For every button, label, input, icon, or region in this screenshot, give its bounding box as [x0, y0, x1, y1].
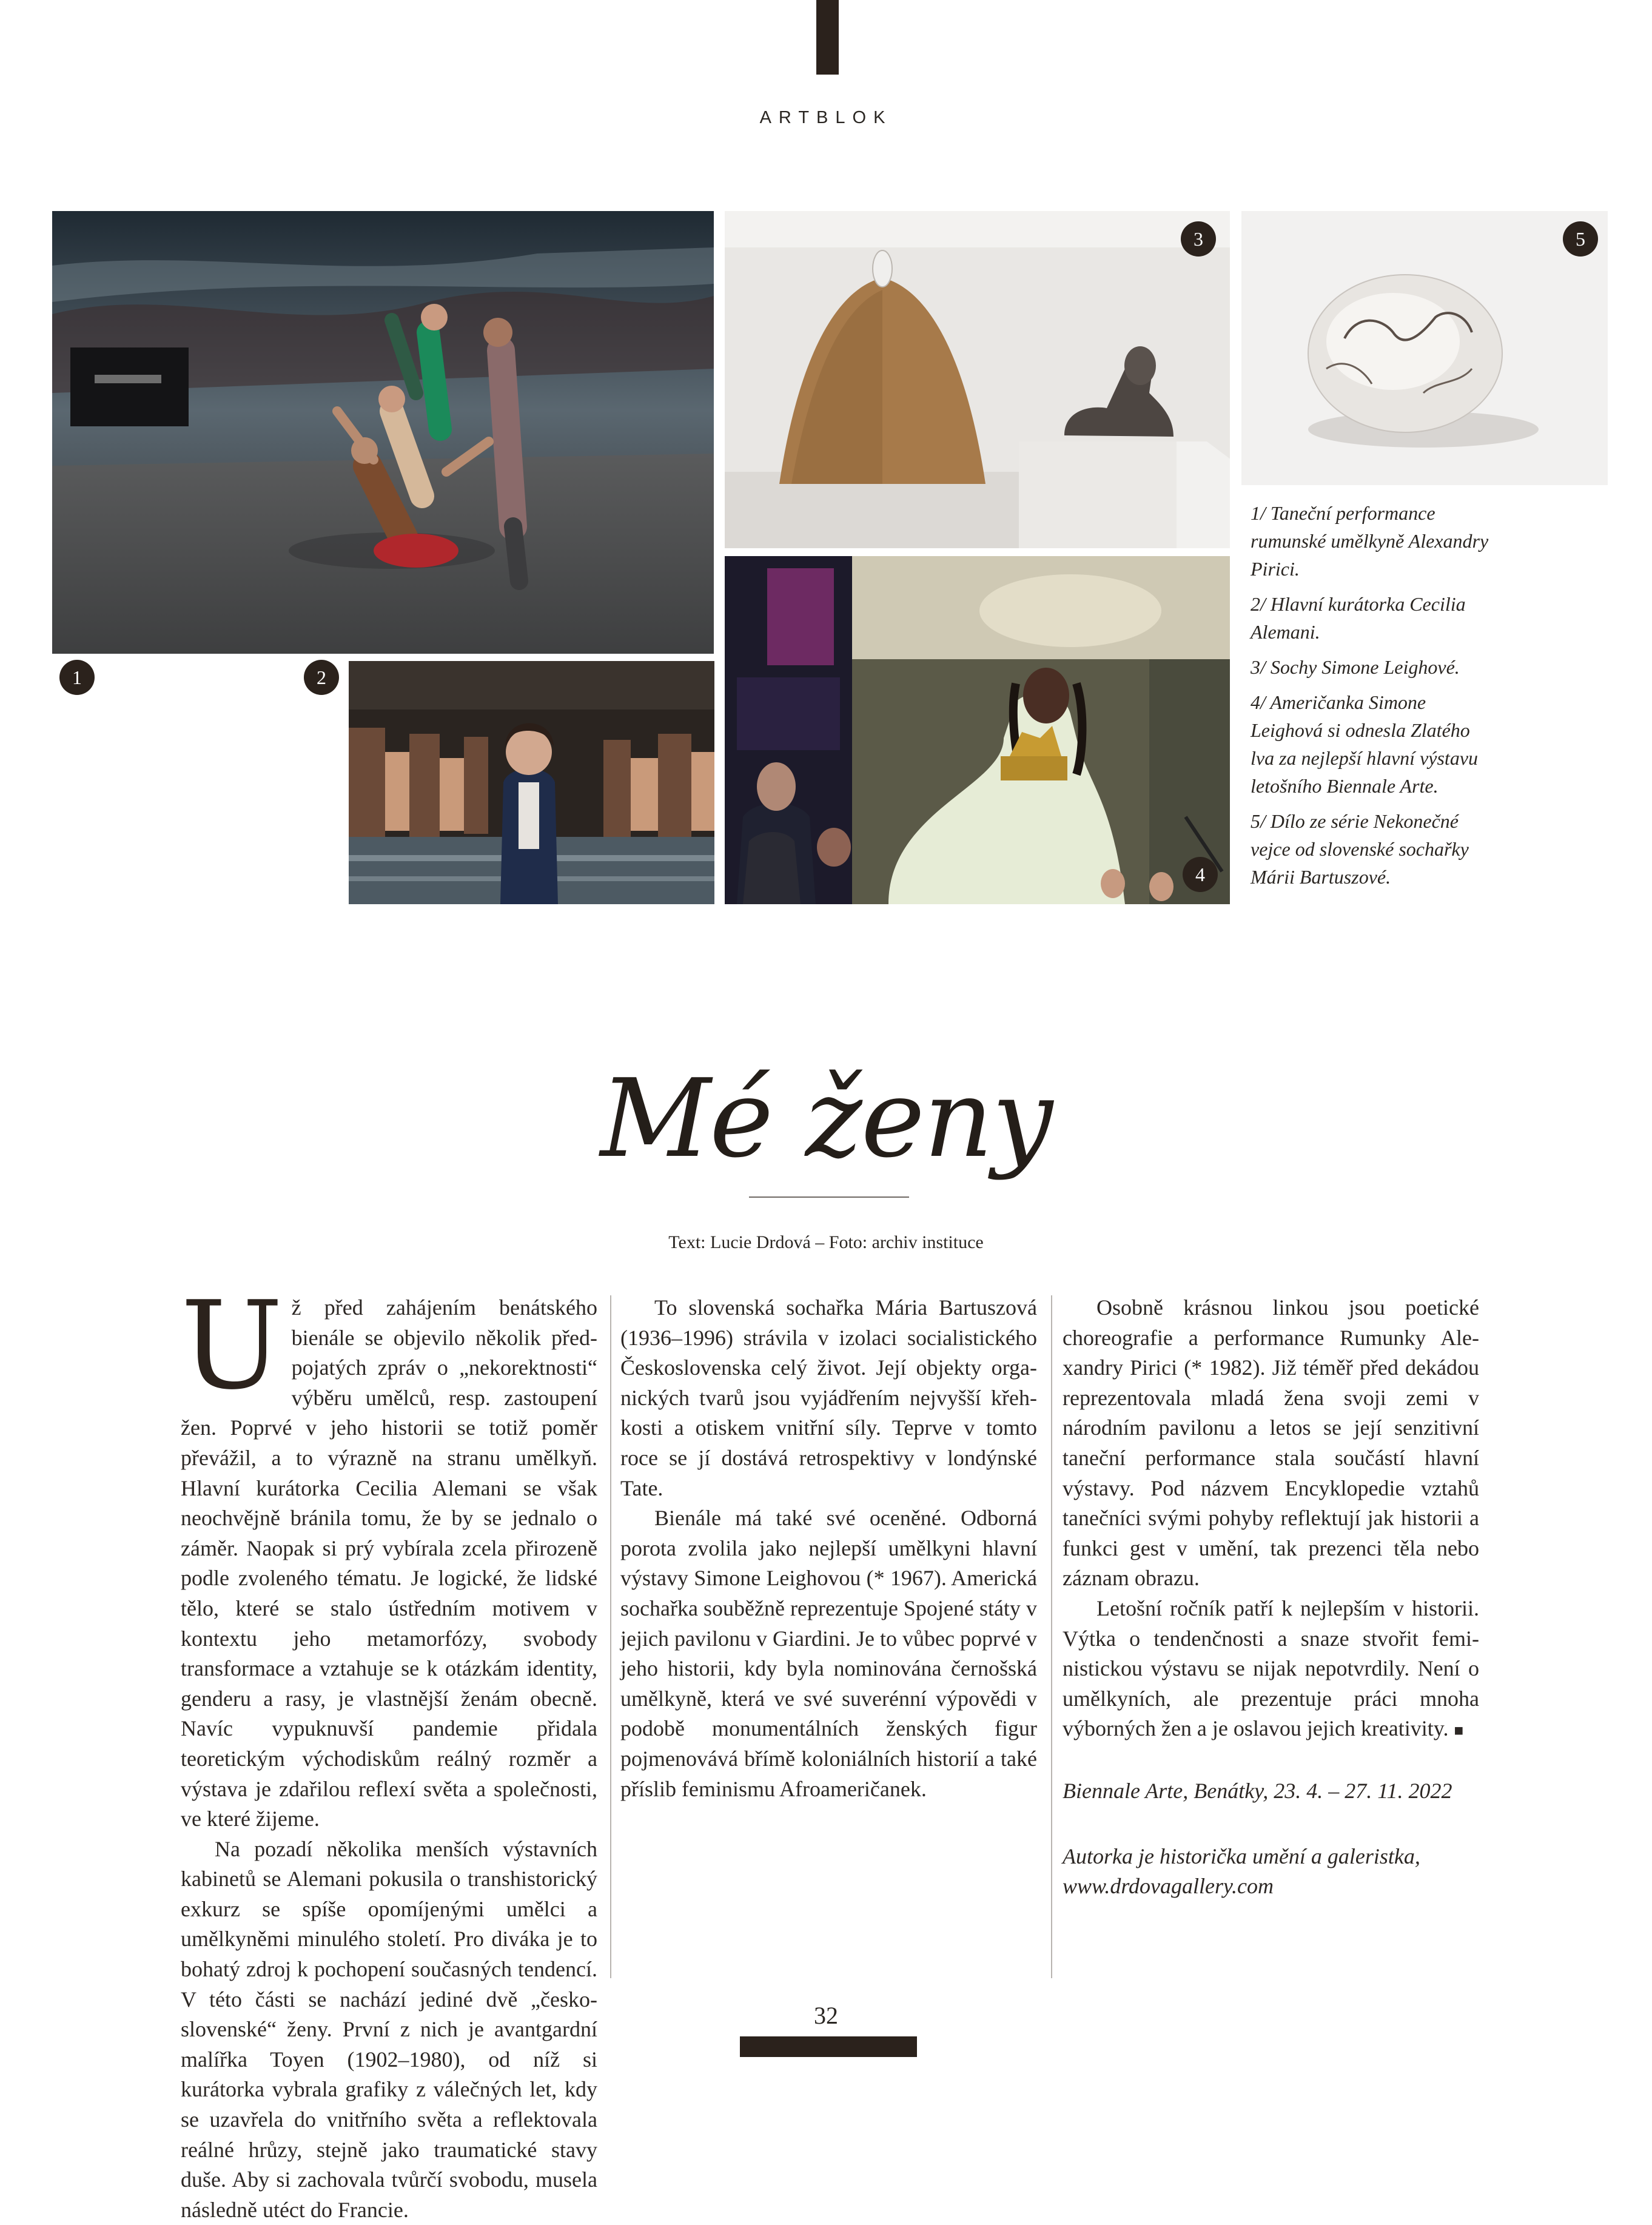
top-decorative-bar: [816, 0, 839, 75]
photo-curator: [349, 661, 714, 904]
caption-1: 1/ Taneční performance rumunské umělkyně Alexandry Pirici.: [1251, 502, 1489, 580]
photo-dance-performance: [52, 211, 714, 654]
dance-performance-photo-icon: [52, 211, 714, 654]
caption-3: 3/ Sochy Simone Leighové.: [1251, 656, 1460, 678]
paragraph-4: Bienále má také své oceněné. Odborná porota zvolila jako nejlepší umělkyni hlavní výstavy Simone Leighovou (* 1967). Americká sochařka souběžně reprezentuje Spojené státy v jejich pavilonu v Giardini. Je to vůbec poprvé v jeho historii, kdy byla nominována černošská umělkyně, která ve své suverénní výpovědi v podobě monumentálních ženských figur pojmenovává břímě koloniálních historií a také příslib feminismu Afroameričanek.: [620, 1506, 1037, 1801]
article-column-3: [1063, 1293, 1479, 1902]
photo-sculptures: [725, 211, 1230, 548]
photo-number-badge: 5: [1563, 221, 1598, 257]
photo-number-badge: 1: [59, 660, 95, 695]
event-info: Biennale Arte, Benátky, 23. 4. – 27. 11. 2022: [1063, 1778, 1452, 1803]
curator-portrait-photo-icon: [349, 661, 714, 904]
paragraph-1: [181, 1275, 597, 1834]
photo-number-badge: 2: [304, 660, 339, 695]
article-column-2: [620, 1293, 1037, 1804]
author-note: Autorka je historička umění a galeristka, www.drdovagallery.com: [1063, 1844, 1420, 1899]
photo-captions: [1251, 499, 1493, 898]
paragraph-3: To slovenská sochařka Mária Bartuszová (1936–1996) strávila v izolaci socialistického Československa celý život. Její objekty organických tvarů jsou vyjádřením nejvyšší křehkosti a otiskem vnitřní síly. Teprve v tomto roce se jí dostává retrospektivy v londýnské Tate.: [620, 1295, 1037, 1500]
sculptures-photo-icon: [725, 211, 1230, 548]
page-number: 32: [814, 2002, 838, 2029]
bottom-decorative-bar: [740, 2036, 917, 2057]
column-divider: [1051, 1295, 1052, 1978]
section-label: ARTBLOK: [759, 108, 893, 127]
article-column-1: [181, 1275, 597, 2225]
photo-egg-sculpture: [1241, 211, 1608, 485]
title-divider: [749, 1196, 909, 1198]
paragraph-5: Osobně krásnou linkou jsou poetické choreografie a performance Rumunky Alexandry Pirici (* 1982). Již téměř před dekádou reprezentovala mladá žena svoji zemi v národním pavilonu a letos se její senzitivní taneční performance stala součástí hlavní výstavy. Pod názvem Encyklopedie vztahů tanečníci svými pohyby reflektují jak historii a funkci gest v umění, tak prezenci těla nebo záznam obrazu.: [1063, 1295, 1479, 1591]
caption-4: 4/ Američanka Simone Leighová si odnesla Zlatého lva za nejlepší hlavní výstavu letošního Biennale Arte.: [1251, 691, 1479, 797]
end-mark-icon: ■: [1454, 1722, 1464, 1740]
photo-award-ceremony: [725, 556, 1230, 904]
award-ceremony-photo-icon: [725, 556, 1230, 904]
egg-sculpture-photo-icon: [1241, 211, 1608, 485]
paragraph-6: [1063, 1594, 1479, 1746]
caption-5: 5/ Dílo ze série Nekonečné vejce od slovenské sochařky Márii Bartuszové.: [1251, 810, 1469, 888]
column-divider: [610, 1295, 611, 1978]
article-byline: Text: Lucie Drdová – Foto: archiv instituce: [668, 1232, 984, 1252]
photo-number-badge: 3: [1181, 221, 1216, 257]
article-title: Mé ženy: [600, 1056, 1052, 1181]
paragraph-1-text: ž před zahájením benátského bienále se objevilo několik předpojatých zpráv o „nekorektnosti“ výběru umělců, resp. zastoupení žen. Poprvé v jeho historii se totiž poměr převážil, a to výrazně na stranu umělkyň. Hlavní kurátorka Cecilia Alemani se však neochvějně bránila tomu, že by se jednalo o záměr. Naopak si prý vybírala zcela přirozeně podle zvoleného tématu. Je logické, že lidské tělo, které se stalo ústředním motivem v kontextu jeho metamorfózy, svobody transformace a vztahuje se k otázkám identity, genderu a rasy, je vlastnější ženám obecně. Navíc vypuknuvší pandemie přidala teoretickým východiskům reálný rozměr a výstava je zdařilou reflexí světa a společnosti, ve které žijeme.: [181, 1295, 597, 1831]
paragraph-6-text: Letošní ročník patří k nejlepším v historii. Výtka o tendenčnosti a snaze stvořit feministickou výstavu se nijak nepotvrdily. Není o umělkyních, ale prezentuje práci mnoha výborných žen a je oslavou jejich kreativity.: [1063, 1596, 1479, 1741]
caption-2: 2/ Hlavní kurátorka Cecilia Alemani.: [1251, 593, 1466, 643]
paragraph-2: Na pozadí několika menších výstavních kabinetů se Alemani pokusila o transhistorický exkurz se spíše opomíjenými umělci a umělkyněmi minulého století. Pro diváka je to bohatý zdroj k pochopení současných tendencí. V této části se nachází jediné dvě „česko-slovenské“ ženy. První z nich je avantgardní malířka Toyen (1902–1980), od níž si kurátorka vybrala grafiky z válečných let, kdy se uzavřela do vnitřního světa a reflektovala reálné hrůzy, stejně jako traumatické stavy duše. Aby si zachovala tvůrčí svobodu, musela následně utéct do Francie.: [181, 1836, 597, 2222]
photo-number-badge: 4: [1183, 857, 1218, 892]
drop-cap: U: [181, 1275, 283, 1417]
